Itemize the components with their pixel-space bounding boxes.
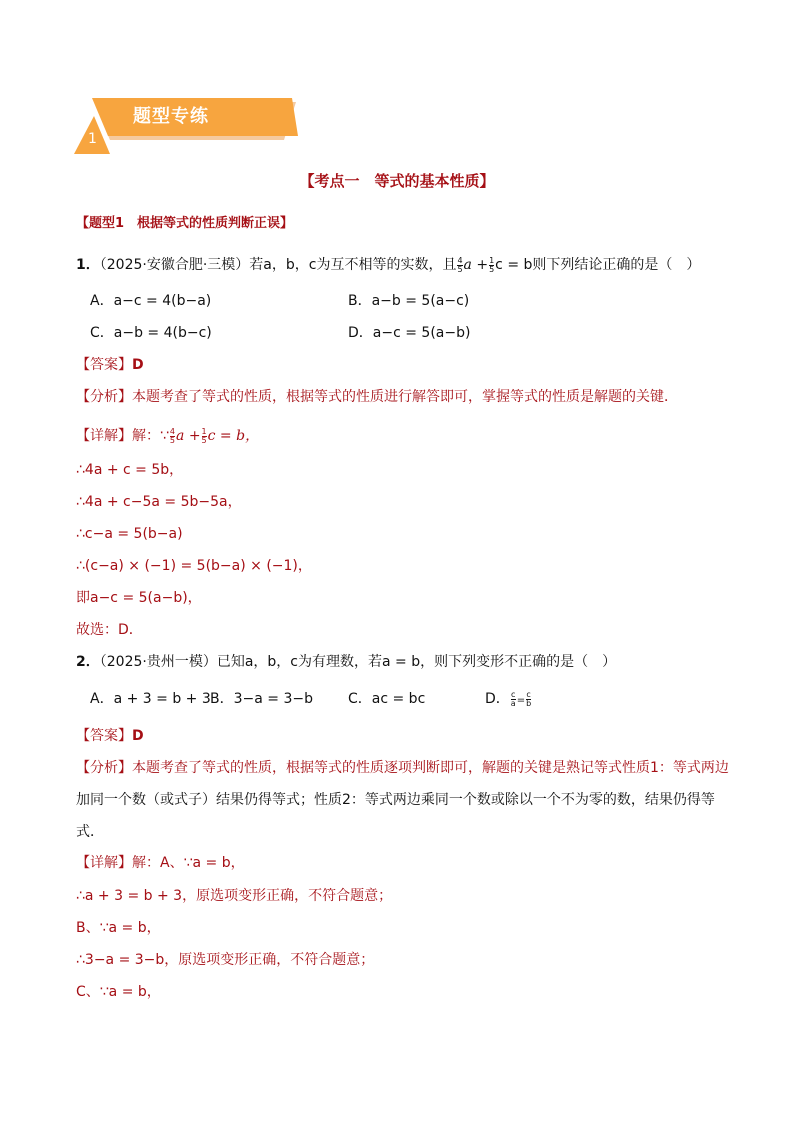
answer-label: 【答案】	[76, 357, 132, 373]
question-source: （2025·贵州一模）	[99, 654, 217, 670]
solution-step: ∴3−a = 3−b，原选项变形正确，不符合题意；	[76, 952, 375, 968]
option-b: B．a−b = 5(a−c)	[348, 293, 470, 309]
question-number: 1．	[76, 257, 100, 273]
option-c: C．ac = bc	[348, 691, 426, 707]
analysis-text: 本题考查了等式的性质，根据等式的性质进行解答即可，掌握等式的性质是解题的关键．	[132, 389, 678, 405]
option-d: D．a−c = 5(a−b)	[348, 325, 471, 341]
answer-label: 【答案】	[76, 728, 132, 744]
answer-value: D	[132, 357, 144, 373]
solution-step: B、∵a = b，	[76, 920, 161, 936]
detail-label: 【详解】	[76, 428, 132, 444]
section-heading: 【考点一 等式的基本性质】	[299, 172, 495, 190]
detail-label: 【详解】	[76, 855, 132, 871]
question-2-stem	[76, 652, 616, 672]
solution-step: ∴c−a = 5(b−a)	[76, 526, 183, 542]
solution-step: ∴4a + c = 5b，	[76, 462, 184, 478]
analysis-line	[76, 758, 729, 778]
question-type-label: 【题型1 根据等式的性质判断正误】	[76, 216, 294, 231]
fraction-c-over-a: $\frac{c}{a}$	[510, 689, 516, 708]
analysis-label: 【分析】	[76, 389, 132, 405]
stem-text: 若a，b，c为互不相等的实数，且	[249, 257, 457, 273]
fraction-one-fifth: $\frac{1}{5}$	[201, 426, 207, 445]
question-number: 2．	[76, 654, 100, 670]
fraction-four-fifths: $\frac{4}{5}$	[169, 426, 176, 445]
banner-title: 题型专练	[133, 106, 209, 127]
solution-step: C、∵a = b，	[76, 984, 161, 1000]
solution-step: ∴(c−a) × (−1) = 5(b−a) × (−1)，	[76, 558, 312, 574]
stem-text: 已知a，b，c为有理数，若a = b，则下列变形不正确的是（ ）	[216, 654, 617, 670]
question-1-stem: 1．（2025·安徽合肥·三模）若a，b，c为互不相等的实数，且 $\frac{4}{5}$ a + $\frac{1}{5}$ c = b则下列结论正确的是（ ）	[76, 255, 701, 274]
analysis-continuation: 加同一个数（或式子）结果仍得等式；性质2：等式两边乘同一个数或除以一个不为零的数，结果仍得等	[76, 792, 715, 808]
detail-line: 【详解】解：A、∵a = b，	[76, 855, 245, 871]
answer-line	[76, 726, 144, 746]
answer-value: D	[132, 728, 144, 744]
solution-step: 即a−c = 5(a−b)，	[76, 590, 202, 606]
analysis-text: 本题考查了等式的性质，根据等式的性质逐项判断即可，解题的关键是熟记等式性质1：等式两边	[132, 760, 729, 776]
answer-line	[76, 355, 144, 375]
solution-step: 故选：D．	[76, 622, 143, 638]
analysis-label: 【分析】	[76, 760, 132, 776]
option-d: D． $\frac{c}{a}$ = $\frac{c}{b}$	[485, 689, 532, 708]
option-c: C．a−b = 4(b−c)	[90, 325, 212, 341]
banner-number: 1	[88, 131, 97, 147]
detail-line: 【详解】解：∵ $\frac{4}{5}$ a + $\frac{1}{5}$ c = b，	[76, 426, 260, 445]
question-source: （2025·安徽合肥·三模）	[99, 257, 250, 273]
fraction-four-fifths: $\frac{4}{5}$	[457, 255, 463, 274]
solution-step: ∴4a + c−5a = 5b−5a，	[76, 494, 242, 510]
solution-step: ∴a + 3 = b + 3，原选项变形正确，不符合题意；	[76, 888, 393, 904]
fraction-c-over-b: $\frac{c}{b}$	[526, 689, 532, 708]
fraction-one-fifth: $\frac{1}{5}$	[489, 255, 495, 274]
analysis-continuation: 式．	[76, 824, 104, 840]
option-b: B．3−a = 3−b	[210, 691, 313, 707]
option-a: A．a + 3 = b + 3	[90, 691, 211, 707]
analysis-line	[76, 387, 678, 407]
option-a: A．a−c = 4(b−a)	[90, 293, 212, 309]
